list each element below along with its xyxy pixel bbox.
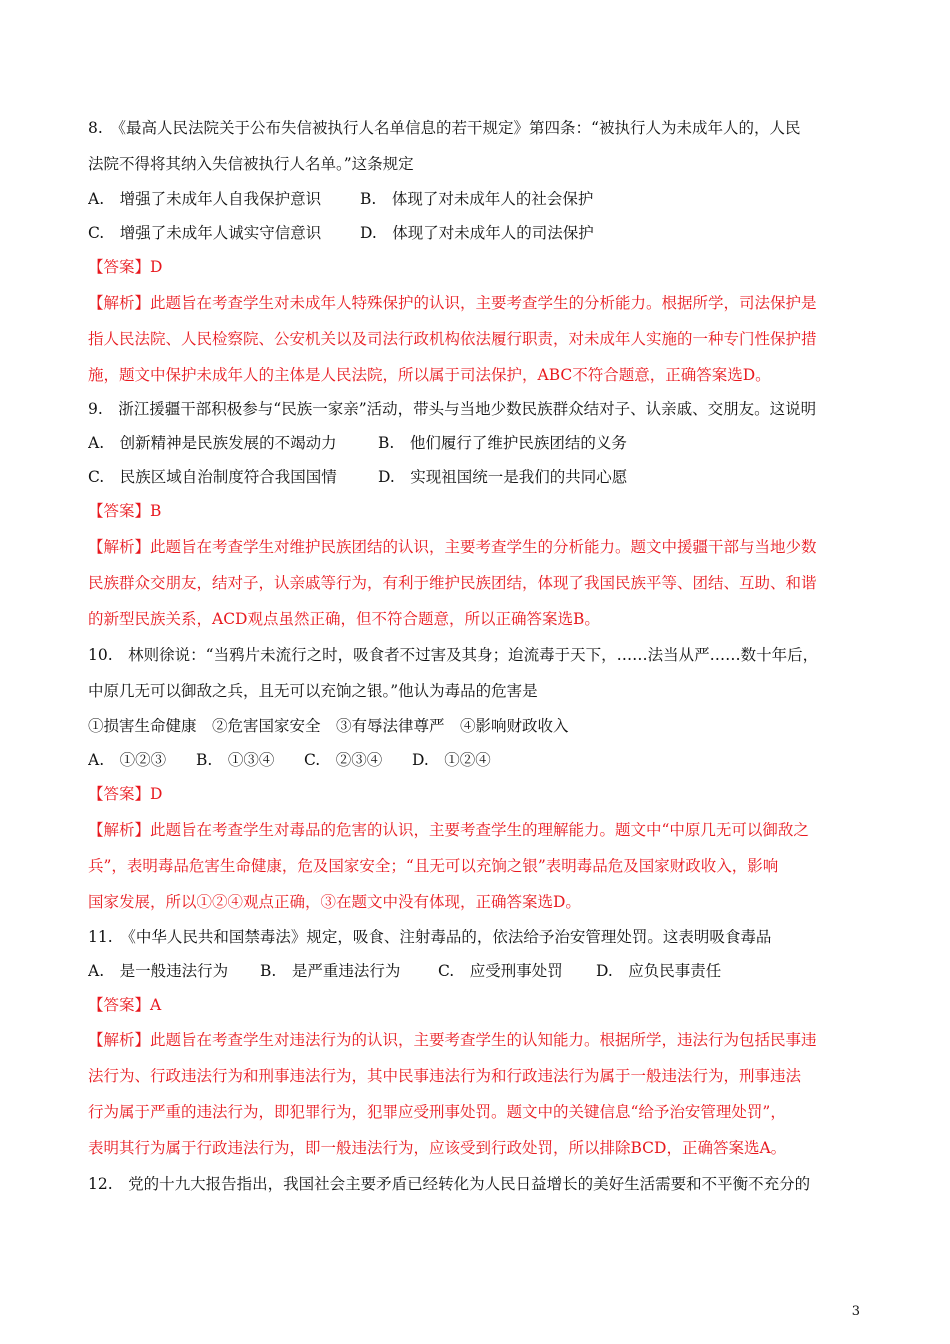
q11-analysis-line-1: 【解析】此题旨在考查学生对违法行为的认识，主要考查学生的认知能力。根据所学，违法行为包括民事违 xyxy=(88,1031,817,1049)
q10-stem-line-1: 10. 林则徐说：“当鸦片未流行之时，吸食者不过害及其身；迨流毒于天下，……法当从严……数十年后， xyxy=(88,646,819,664)
q11-analysis-line-4: 表明其行为属于行政违法行为，即一般违法行为，应该受到行政处罚，所以排除BCD，正确答案选A。 xyxy=(88,1139,787,1157)
q8-options-row-1 xyxy=(88,189,878,209)
q9-stem-line-1: 9. 浙江援疆干部积极参与“民族一家亲”活动，带头与当地少数民族群众结对子、认亲戚、交朋友。这说明 xyxy=(88,400,817,418)
q8-option-d: D. 体现了对未成年人的司法保护 xyxy=(360,224,594,242)
q9-options-row-1 xyxy=(88,433,878,453)
q8-analysis-line-3: 施，题文中保护未成年人的主体是人民法院，所以属于司法保护，ABC不符合题意，正确答案选D。 xyxy=(88,366,771,384)
q9-option-d: D. 实现祖国统一是我们的共同心愿 xyxy=(378,468,628,486)
q9-options-row-2 xyxy=(88,467,878,487)
q9-analysis-line-2: 民族群众交朋友，结对子，认亲戚等行为，有利于维护民族团结，体现了我国民族平等、团结、互助、和谐 xyxy=(88,574,817,592)
q8-stem-line-2: 法院不得将其纳入失信被执行人名单。”这条规定 xyxy=(88,155,414,173)
page-number: 3 xyxy=(851,1304,860,1319)
q9-analysis-line-1: 【解析】此题旨在考查学生对维护民族团结的认识，主要考查学生的分析能力。题文中援疆干部与当地少数 xyxy=(88,538,817,556)
q11-option-a: A. 是一般违法行为 xyxy=(88,962,229,980)
q8-answer: 【答案】D xyxy=(88,258,163,276)
q10-option-d: D. ①②④ xyxy=(412,751,491,769)
q10-analysis-line-3: 国家发展，所以①②④观点正确，③在题文中没有体现，正确答案选D。 xyxy=(88,893,581,911)
q8-analysis-line-1: 【解析】此题旨在考查学生对未成年人特殊保护的认识，主要考查学生的分析能力。根据所学，司法保护是 xyxy=(88,294,817,312)
q10-answer: 【答案】D xyxy=(88,785,163,803)
q8-option-c: C. 增强了未成年人诚实守信意识 xyxy=(88,224,322,242)
q8-options-row-2 xyxy=(88,223,878,243)
q12-stem-line-1: 12. 党的十九大报告指出，我国社会主要矛盾已经转化为人民日益增长的美好生活需要和不平衡不充分的 xyxy=(88,1175,811,1193)
q10-option-a: A. ①②③ xyxy=(88,751,167,769)
q10-options-row xyxy=(88,750,878,770)
q10-items: ①损害生命健康 ②危害国家安全 ③有辱法律尊严 ④影响财政收入 xyxy=(88,717,569,735)
q10-stem-line-2: 中原几无可以御敌之兵，且无可以充饷之银。”他认为毒品的危害是 xyxy=(88,682,538,700)
q10-analysis-line-1: 【解析】此题旨在考查学生对毒品的危害的认识，主要考查学生的理解能力。题文中“中原几无可以御敌之 xyxy=(88,821,809,839)
q11-stem-line-1: 11. 《中华人民共和国禁毒法》规定，吸食、注射毒品的，依法给予治安管理处罚。这表明吸食毒品 xyxy=(88,928,772,946)
q10-option-b: B. ①③④ xyxy=(196,751,275,769)
q8-analysis-line-2: 指人民法院、人民检察院、公安机关以及司法行政机构依法履行职责，对未成年人实施的一种专门性保护措 xyxy=(88,330,817,348)
q9-option-a: A. 创新精神是民族发展的不竭动力 xyxy=(88,434,337,452)
q11-option-c: C. 应受刑事处罚 xyxy=(438,962,563,980)
q9-option-c: C. 民族区域自治制度符合我国国情 xyxy=(88,468,337,486)
q8-option-b: B. 体现了对未成年人的社会保护 xyxy=(360,190,594,208)
q11-options-row xyxy=(88,961,878,981)
q11-analysis-line-3: 行为属于严重的违法行为，即犯罪行为，犯罪应受刑事处罚。题文中的关键信息“给予治安管理处罚”， xyxy=(88,1103,786,1121)
q10-analysis-line-2: 兵”，表明毒品危害生命健康，危及国家安全；“且无可以充饷之银”表明毒品危及国家财政收入，影响 xyxy=(88,857,779,875)
q11-answer: 【答案】A xyxy=(88,996,162,1014)
q11-option-d: D. 应负民事责任 xyxy=(596,962,722,980)
q10-option-c: C. ②③④ xyxy=(304,751,383,769)
q9-option-b: B. 他们履行了维护民族团结的义务 xyxy=(378,434,627,452)
q11-analysis-line-2: 法行为、行政违法行为和刑事违法行为，其中民事违法行为和行政违法行为属于一般违法行为，刑事违法 xyxy=(88,1067,802,1085)
q9-analysis-line-3: 的新型民族关系，ACD观点虽然正确，但不符合题意，所以正确答案选B。 xyxy=(88,610,600,628)
q9-answer: 【答案】B xyxy=(88,502,162,520)
q8-option-a: A. 增强了未成年人自我保护意识 xyxy=(88,190,322,208)
q11-option-b: B. 是严重违法行为 xyxy=(260,962,401,980)
q8-stem-line-1: 8. 《最高人民法院关于公布失信被执行人名单信息的若干规定》第四条：“被执行人为未成年人的，人民 xyxy=(88,119,801,137)
